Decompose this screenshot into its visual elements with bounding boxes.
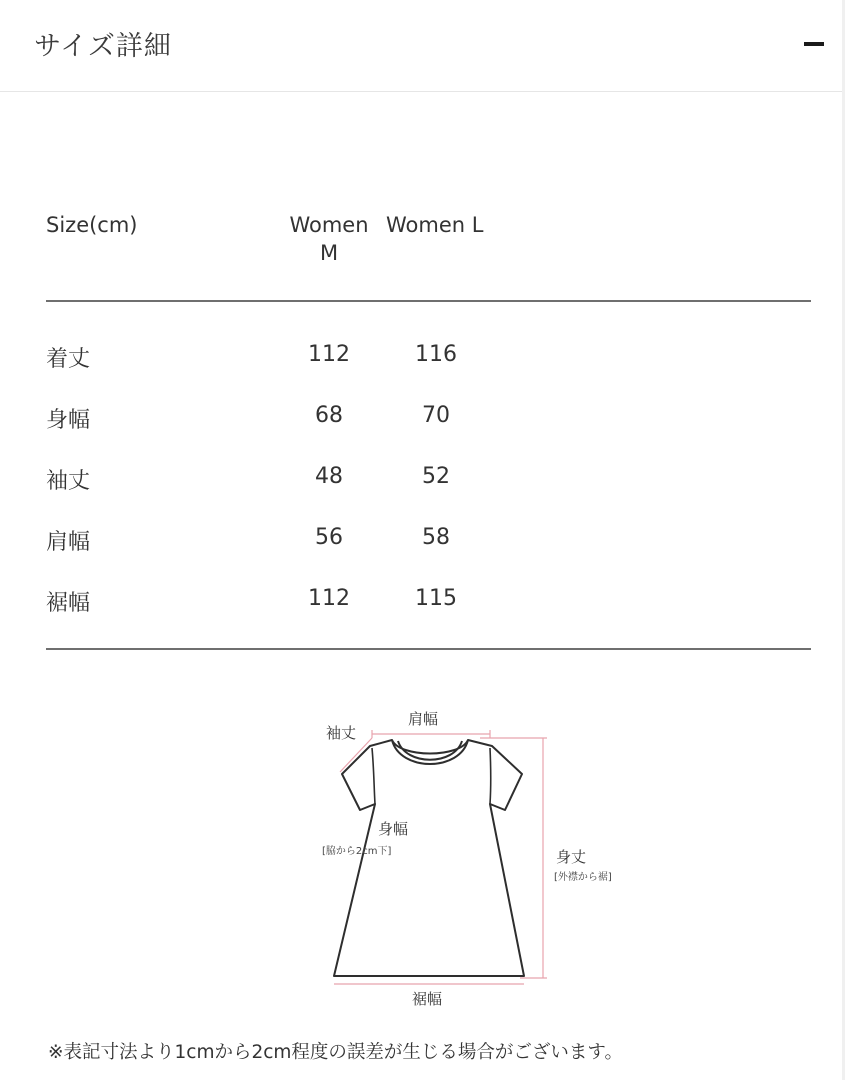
column-header-women-m [284,211,374,267]
garment-measurement-diagram [300,700,660,1020]
measurement-disclaimer: ※表記寸法より1cmから2cm程度の誤差が生じる場合がございます。 [48,1042,623,1063]
value-women-m: 48 [315,464,343,489]
section-title: サイズ詳細 [34,31,172,62]
body-width-label: 身幅 [378,820,409,838]
value-women-m: 56 [315,525,343,550]
column-header-size: Size(cm) [46,213,138,237]
row-label: 裾幅 [46,591,91,616]
body-length-label: 身丈 [556,848,587,866]
row-label: 着丈 [46,347,91,372]
row-label: 袖丈 [46,469,91,494]
table-row [46,586,811,626]
value-women-m: 112 [308,342,350,367]
body-length-note: [外襟から裾] [554,872,612,883]
row-label: 身幅 [46,408,91,433]
body-width-note: [脇から2cm下] [322,846,392,857]
table-divider-top [46,300,811,302]
value-women-m: 68 [315,403,343,428]
table-row [46,403,811,443]
column-header-women-l: Women L [386,213,484,237]
value-women-m: 112 [308,586,350,611]
sleeve-length-label: 袖丈 [326,724,357,742]
value-women-l: 70 [422,403,450,428]
value-women-l: 58 [422,525,450,550]
table-row [46,464,811,504]
shoulder-width-label: 肩幅 [408,710,439,728]
column-header-women-m-line1: Women [289,213,369,237]
hem-width-label: 裾幅 [412,990,443,1008]
value-women-l: 115 [415,586,457,611]
table-row [46,342,811,382]
column-header-women-m-line2: M [319,241,339,265]
table-divider-bottom [46,648,811,650]
accordion-header[interactable] [0,0,845,92]
value-women-l: 116 [415,342,457,367]
minus-icon[interactable] [804,42,824,46]
dress-illustration [300,700,660,1020]
row-label: 肩幅 [46,530,91,555]
table-row [46,525,811,565]
value-women-l: 52 [422,464,450,489]
